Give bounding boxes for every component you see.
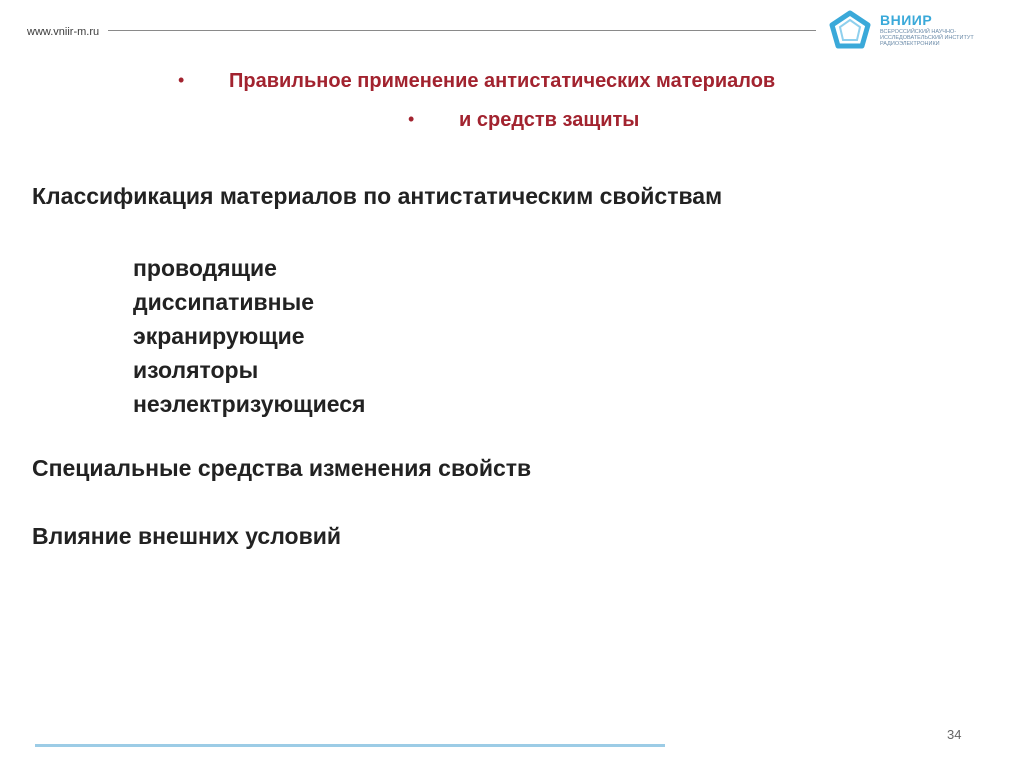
slide-title-line-1: Правильное применение антистатических материалов xyxy=(229,70,776,92)
vniir-logo xyxy=(828,10,1018,50)
materials-list xyxy=(133,251,365,421)
page-number: 34 xyxy=(947,727,962,742)
list-item: экранирующие xyxy=(133,323,305,349)
special-means-heading: Специальные средства изменения свойств xyxy=(32,455,532,481)
slide-title-line-2: и средств защиты xyxy=(459,109,640,131)
list-item: проводящие xyxy=(133,255,277,281)
external-conditions-heading: Влияние внешних условий xyxy=(32,523,341,549)
site-url: www.vniir-m.ru xyxy=(27,26,100,38)
list-item: неэлектризующиеся xyxy=(133,391,366,417)
logo-subtitle: ВСЕРОССИЙСКИЙ НАУЧНО-ИССЛЕДОВАТЕЛЬСКИЙ ИНСТИТУТ РАДИОЭЛЕКТРОНИКИ xyxy=(880,29,974,47)
title-bullet-1: • xyxy=(178,70,185,90)
logo-emblem-icon xyxy=(828,10,872,50)
header-divider xyxy=(108,30,816,31)
list-item: изоляторы xyxy=(133,357,259,383)
classification-heading: Классификация материалов по антистатическим свойствам xyxy=(32,183,723,209)
logo-name: ВНИИР xyxy=(880,12,933,28)
footer-divider xyxy=(35,744,665,747)
list-item: диссипативные xyxy=(133,289,315,315)
title-bullet-2: • xyxy=(408,109,415,129)
